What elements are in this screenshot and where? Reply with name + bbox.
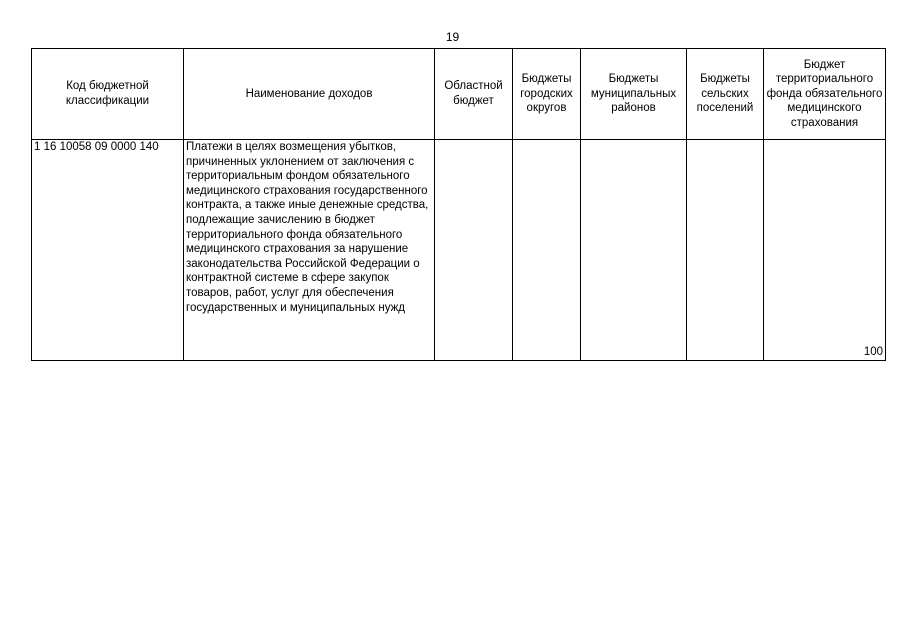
table-row <box>32 140 886 361</box>
cell-municipal-districts-budgets <box>581 140 687 361</box>
header-budget-classification-code: Код бюджетной классификации <box>32 49 184 140</box>
header-regional-budget: Областной бюджет <box>435 49 513 140</box>
revenue-distribution-table <box>31 48 886 361</box>
header-revenue-name: Наименование доходов <box>184 49 435 140</box>
cell-rural-settlements-budgets <box>687 140 764 361</box>
cell-value: 100 <box>863 346 883 359</box>
cell-regional-budget <box>435 140 513 361</box>
table-header-row <box>32 49 886 140</box>
cell-city-districts-budgets <box>513 140 581 361</box>
header-city-districts-budgets: Бюджеты городских округов <box>513 49 581 140</box>
page-number: 19 <box>445 30 460 44</box>
header-territorial-fund-budget: Бюджет территориального фонда обязательного медицинского страхования <box>764 49 886 140</box>
cell-territorial-fund-budget <box>764 140 886 361</box>
cell-classification-code: 1 16 10058 09 0000 140 <box>32 140 184 361</box>
header-rural-settlements-budgets: Бюджеты сельских поселений <box>687 49 764 140</box>
cell-revenue-name: Платежи в целях возмещения убытков, причиненных уклонением от заключения с территориальным фондом обязательного медицинского страхования государственного контракта, а также иные денежные средства, подлежащие зачислению в бюджет территориального фонда обязательного медицинского страхования за нарушение законодательства Российской Федерации о контрактной системе в сфере закупок товаров, работ, услуг для обеспечения государственных и муниципальных нужд <box>184 140 435 361</box>
header-municipal-districts-budgets: Бюджеты муниципальных районов <box>581 49 687 140</box>
